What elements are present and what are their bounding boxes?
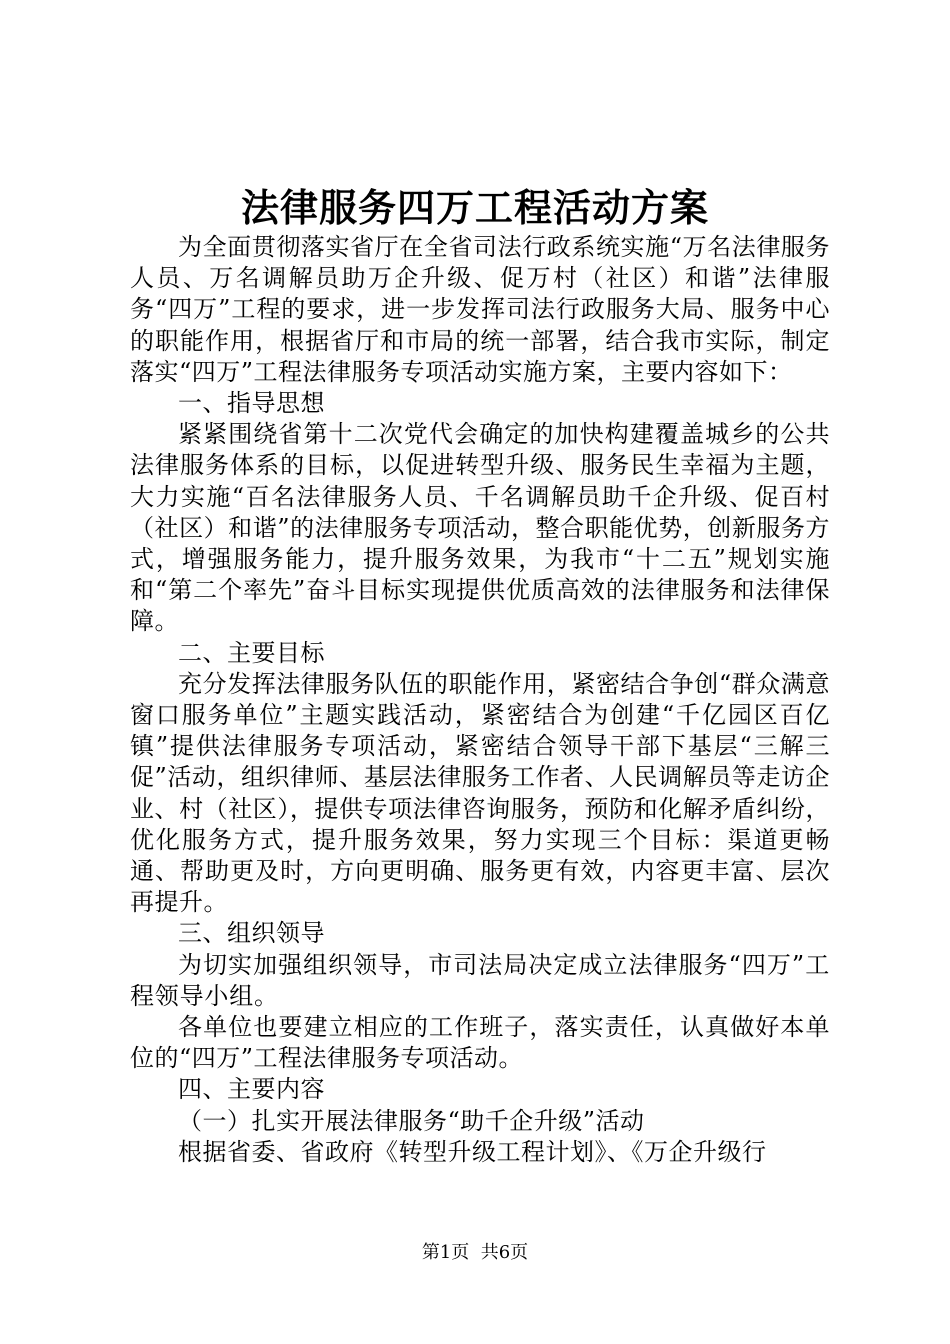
guiding-ideology-paragraph: 紧紧围绕省第十二次党代会确定的加快构建覆盖城乡的公共法律服务体系的目标，以促进转型升级、服务民生幸福为主题，大力实施“百名法律服务人员、千名调解员助千企升级、促百村（社区）和谐”的法律服务专项活动，整合职能优势，创新服务方式，增强服务能力，提升服务效果，为我市“十二五”规划实施和“第二个率先”奋斗目标实现提供优质高效的法律服务和法律保障。: [130, 420, 830, 636]
section-heading-organization: 三、组织领导: [178, 919, 325, 948]
document-title: 法律服务四万工程活动方案: [240, 185, 709, 230]
intro-paragraph: 为全面贯彻落实省厅在全省司法行政系统实施“万名法律服务人员、万名调解员助万企升级、促万村（社区）和谐”法律服务“四万”工程的要求，进一步发挥司法行政服务大局、服务中心的职能作用，根据省厅和市局的统一部署，结合我市实际，制定落实“四万”工程法律服务专项活动实施方案，主要内容如下：: [130, 233, 830, 386]
organization-paragraph-2: 各单位也要建立相应的工作班子，落实责任，认真做好本单位的“四万”工程法律服务专项活动。: [130, 1013, 830, 1073]
page-footer: [0, 1241, 950, 1265]
subsection-heading-enterprise-upgrade: （一）扎实开展法律服务“助千企升级”活动: [178, 1106, 645, 1135]
page-total: 共6页: [480, 1242, 529, 1263]
page-number: 第1页: [421, 1242, 470, 1263]
main-goals-paragraph: 充分发挥法律服务队伍的职能作用，紧密结合争创“群众满意窗口服务单位”主题实践活动，紧密结合为创建“千亿园区百亿镇”提供法律服务专项活动，紧密结合领导干部下基层“三解三促”活动，组织律师、基层法律服务工作者、人民调解员等走访企业、村（社区），提供专项法律咨询服务，预防和化解矛盾纠纷，优化服务方式，提升服务效果，努力实现三个目标：渠道更畅通、帮助更及时，方向更明确、服务更有效，内容更丰富、层次再提升。: [130, 669, 830, 917]
section-heading-guiding-ideology: 一、指导思想: [178, 389, 325, 418]
document-body: [130, 232, 830, 1168]
main-content-paragraph: 根据省委、省政府《转型升级工程计划》、《万企升级行: [178, 1137, 767, 1166]
section-heading-main-goals: 二、主要目标: [178, 638, 325, 667]
section-heading-main-content: 四、主要内容: [178, 1075, 325, 1104]
organization-paragraph-1: 为切实加强组织领导，市司法局决定成立法律服务“四万”工程领导小组。: [130, 950, 830, 1010]
